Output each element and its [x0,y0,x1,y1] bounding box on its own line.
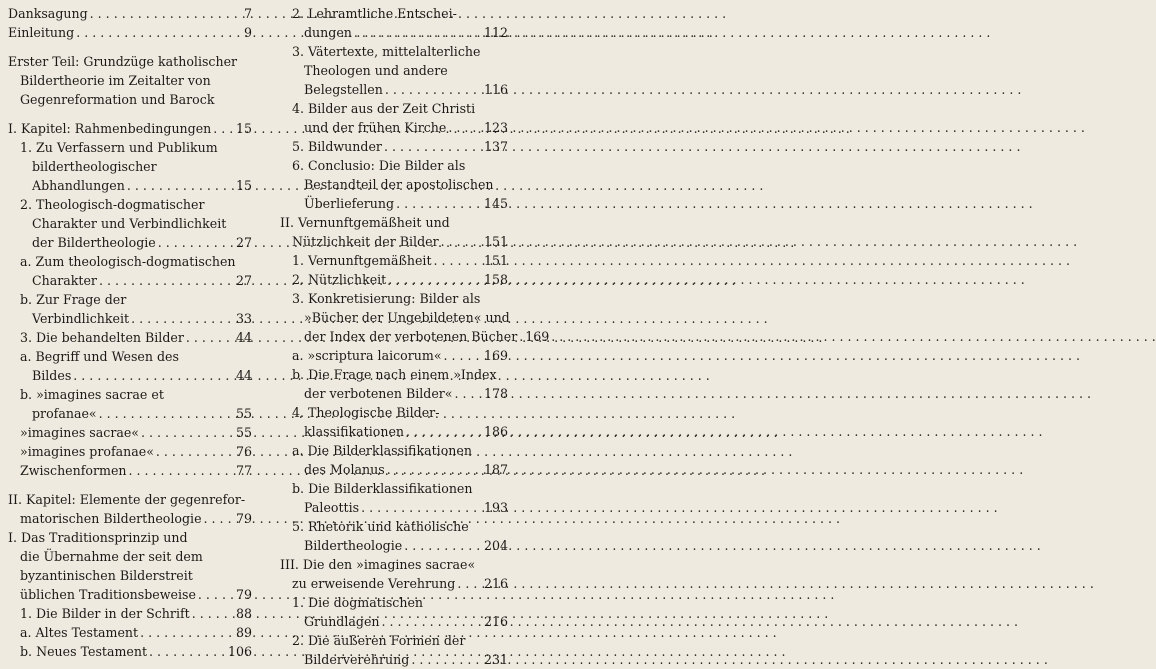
dot-leader [444,346,482,365]
toc-entry-line [280,460,508,479]
dot-leader [99,404,232,423]
section-gap [8,42,252,52]
toc-entry-text: klassifikationen [304,424,405,439]
toc-entry-line [280,384,508,403]
toc-entry-line [280,365,508,384]
toc-entry [280,441,508,479]
toc-page-number: 112 [483,25,508,40]
toc-entry-text: 4. Theologische Bilder- [292,405,440,420]
toc-entry [8,461,252,480]
toc-entry-line [280,213,508,232]
toc-entry-line [8,176,252,195]
toc-entry-text: Erster Teil: Grundzüge katholischer [8,54,238,69]
toc-entry-text: Charakter [32,273,97,288]
toc-entry-text: 5. Bildwunder [292,139,382,154]
toc-entry-line [280,536,508,555]
toc-entry [8,52,252,109]
toc-entry-text: Verbindlichkeit [32,311,130,326]
toc-page-number: 55 [235,425,252,440]
toc-entry-text: profanae« [32,406,97,421]
toc-entry-text: der Bildertheologie [32,235,156,250]
toc-entry-text: Zwischenformen [20,463,127,478]
toc-entry [8,119,252,138]
toc-entry-line [8,509,252,528]
toc-page-number: 79 [235,511,252,526]
toc-page-number: 79 [235,587,252,602]
toc-entry [280,99,508,137]
dot-leader [186,328,232,347]
toc-entry [280,479,508,517]
toc-page-number: 55 [235,406,252,421]
toc-entry-text: und der frühen Kirche [304,120,447,135]
dot-leader [156,442,232,461]
toc-entry-line [8,290,252,309]
toc-entry [8,604,252,623]
toc-entry [280,346,508,365]
toc-entry-text: 1. Die Bilder in der Schrift [20,606,190,621]
toc-entry-text: dungen [304,25,352,40]
toc-entry [280,403,508,441]
toc-entry-text: 6. Conclusio: Die Bilder als [292,158,466,173]
toc-entry-line [8,366,252,385]
toc-entry-line [8,385,252,404]
dot-leader [204,509,232,528]
toc-entry-text: Paleottis [304,500,360,515]
dot-leader [158,233,232,252]
toc-entry-text: Gegenreformation und Barock [20,92,215,107]
toc-entry-line [8,71,252,90]
toc-entry-line [280,650,508,669]
toc-entry-line [280,517,508,536]
toc-entry-line [280,403,508,422]
toc-entry [8,23,252,42]
toc-page-number: 76 [235,444,252,459]
toc-entry-line [280,327,550,346]
toc-entry-line [8,347,252,366]
toc-page-number: 216 [483,576,508,591]
toc-entry-line [8,423,252,442]
toc-entry-line [280,23,508,42]
dot-leader [385,80,482,99]
toc-entry-line [8,309,252,328]
toc-entry-text: b. Die Bilderklassifikationen [292,481,473,496]
toc-page-number: 187 [483,462,508,477]
toc-left-column [8,4,252,661]
toc-entry-text: 2. Lehramtliche Entschei- [292,6,457,21]
toc-entry [8,195,252,252]
toc-page-number: 27 [235,273,252,288]
toc-entry-line [8,90,252,109]
toc-page-number: 231 [483,652,508,667]
toc-entry-text: b. »imagines sacrae et [20,387,164,402]
toc-entry-line [280,99,508,118]
toc-entry-text: »Bücher der Ungebildeten« und [304,310,510,325]
toc-entry [8,328,252,347]
toc-entry [8,385,252,423]
toc-entry-text: b. Zur Frage der [20,292,127,307]
toc-page-number: 178 [483,386,508,401]
toc-entry-line [280,4,508,23]
toc-entry [8,347,252,385]
toc-entry-text: Einleitung [8,25,75,40]
toc-entry-line [8,157,252,176]
toc-entry-text: byzantinischen Bilderstreit [20,568,193,583]
dot-leader [354,23,482,42]
toc-entry [8,528,252,604]
toc-entry-text: des Molanus [304,462,385,477]
toc-entry-line [8,52,252,71]
dot-leader [457,574,482,593]
dot-leader [192,604,232,623]
toc-entry-line [280,479,508,498]
toc-entry [8,138,252,195]
toc-page-number: 88 [235,606,252,621]
dot-leader [441,232,482,251]
toc-entry-line [280,574,508,593]
toc-entry-line [280,232,508,251]
toc-entry-line [8,404,252,423]
toc-entry-text: a. Begriff und Wesen des [20,349,179,364]
toc-entry [280,270,508,289]
dot-leader [406,422,482,441]
toc-entry-text: Bilderverehrung [304,652,410,667]
toc-entry-text: 1. Zu Verfassern und Publikum [20,140,218,155]
dot-leader [131,309,232,328]
toc-entry-text: III. Die den »imagines sacrae« [280,557,476,572]
toc-entry-line [280,137,508,156]
section-gap [8,480,252,490]
dot-leader [382,612,482,631]
toc-entry-line [8,528,252,547]
toc-entry-line [280,156,508,175]
toc-page-number: 169 [525,329,550,344]
toc-entry-text: matorischen Bildertheologie [20,511,202,526]
dot-leader [140,623,232,642]
dot-leader [384,137,482,156]
toc-entry-line [8,4,252,23]
toc-entry-text: a. Altes Testament [20,625,139,640]
toc-entry-text: bildertheologischer [32,159,157,174]
toc-entry-line [280,612,508,631]
dot-leader [76,23,232,42]
toc-entry [8,642,252,661]
toc-entry-text: 3. Die behandelten Bilder [20,330,184,345]
toc-page-number: 137 [483,139,508,154]
toc-entry-text: 1. Die dogmatischen [292,595,424,610]
toc-entry-line [280,441,508,460]
toc-entry-text: »imagines profanae« [20,444,154,459]
toc-entry-line [280,346,508,365]
toc-entry-text: 1. Vernunftgemäßheit [292,253,432,268]
toc-entry-line [8,566,252,585]
toc-entry [280,365,508,403]
dot-leader [127,176,232,195]
toc-page-number: 106 [227,644,252,659]
toc-entry-text: I. Das Traditionsprinzip und [8,530,188,545]
toc-entry [280,517,508,555]
toc-entry [8,252,252,290]
toc-entry-text: üblichen Traditionsbeweise [20,587,196,602]
toc-entry-text: Bildertheologie [304,538,403,553]
toc-entry-line [8,604,252,623]
toc-entry-text: Grundlagen [304,614,380,629]
toc-page-number: 158 [483,272,508,287]
toc-entry-line [8,642,252,661]
toc-page-number: 116 [483,82,508,97]
toc-page-number: 9 [243,25,252,40]
toc-entry [8,623,252,642]
toc-entry-line [280,61,508,80]
toc-entry-text: II. Vernunftgemäßheit und [280,215,450,230]
toc-entry-line [280,289,508,308]
toc-entry-line [8,119,252,138]
dot-leader [434,251,482,270]
book-page [0,0,550,667]
toc-entry-line [280,194,508,213]
toc-entry-text: b. Die Frage nach einem »Index [292,367,497,382]
toc-entry [8,490,252,528]
toc-entry-text: Belegstellen [304,82,383,97]
toc-page-number: 145 [483,196,508,211]
toc-entry-text: Abhandlungen [32,178,125,193]
toc-entry-text: der verbotenen Bilder« [304,386,453,401]
dot-leader [213,119,232,138]
dot-leader [198,585,232,604]
dot-leader [396,194,482,213]
toc-entry [280,631,508,669]
toc-page-number: 15 [235,121,252,136]
toc-page-number: 33 [235,311,252,326]
toc-page-number: 193 [483,500,508,515]
toc-entry-line [280,555,508,574]
toc-entry-text: 3. Vätertexte, mittelalterliche [292,44,481,59]
toc-page-number: 123 [483,120,508,135]
toc-entry [280,213,508,251]
toc-entry-line [280,80,508,99]
toc-entry [280,137,508,156]
toc-entry-line [8,271,252,290]
toc-entry-text: Bildertheorie im Zeitalter von [20,73,211,88]
dot-leader [149,642,226,661]
dot-leader [388,270,482,289]
toc-entry [280,156,508,213]
toc-entry [280,251,508,270]
toc-entry [8,4,252,23]
toc-entry-line [280,422,508,441]
dot-leader [141,423,232,442]
dot-leader [99,271,232,290]
dot-leader [129,461,232,480]
toc-entry-line [8,328,252,347]
toc-entry-text: 2. Nützlichkeit [292,272,387,287]
toc-entry-text: Bildes [32,368,72,383]
toc-entry-line [8,195,252,214]
dot-leader [361,498,482,517]
toc-entry-text: I. Kapitel: Rahmenbedingungen [8,121,212,136]
toc-entry [280,4,508,42]
toc-entry-text: Nützlichkeit der Bilder [292,234,439,249]
toc-entry-text: Bestandteil der apostolischen [304,177,494,192]
toc-entry-text: 2. Die äußeren Formen der [292,633,466,648]
toc-entry-line [8,252,252,271]
toc-entry-text: 2. Theologisch-dogmatischer [20,197,205,212]
toc-entry-text: zu erweisende Verehrung [292,576,456,591]
toc-entry-line [8,461,252,480]
toc-entry-line [280,593,508,612]
toc-entry-line [8,138,252,157]
toc-entry-line [8,490,252,509]
toc-entry-text: Charakter und Verbindlichkeit [32,216,227,231]
toc-page-number: 15 [235,178,252,193]
toc-entry-text: a. »scriptura laicorum« [292,348,442,363]
toc-entry-line [8,547,252,566]
toc-entry [8,423,252,442]
toc-entry-text: der Index der verbotenen Bücher [304,329,518,344]
toc-page-number: 27 [235,235,252,250]
toc-page-number: 151 [483,234,508,249]
section-gap [8,109,252,119]
toc-entry [280,593,508,631]
dot-leader [73,366,232,385]
dot-leader [448,118,482,137]
toc-page-number: 77 [235,463,252,478]
toc-entry-text: 3. Konkretisierung: Bilder als [292,291,481,306]
toc-page-number: 44 [235,330,252,345]
toc-page-number: 151 [483,253,508,268]
toc-entry-line [280,498,508,517]
dot-leader [455,384,482,403]
toc-entry-text: Theologen und andere [304,63,448,78]
toc-entry-line [8,233,252,252]
toc-page-number: 89 [235,625,252,640]
toc-page-number: 204 [483,538,508,553]
dot-leader [90,4,232,23]
toc-entry-line [280,175,508,194]
dot-leader [411,650,482,669]
toc-entry-line [8,623,252,642]
toc-entry-text: »imagines sacrae« [20,425,140,440]
toc-entry [280,555,508,593]
toc-page-number: 186 [483,424,508,439]
toc-entry-text: 5. Rhetorik und katholische [292,519,469,534]
dot-leader [404,536,482,555]
toc-page-number: 44 [235,368,252,383]
toc-entry-line [8,23,252,42]
toc-entry-text: die Übernahme der seit dem [20,549,203,564]
toc-right-column [280,4,550,669]
toc-entry [8,442,252,461]
toc-entry [8,290,252,328]
toc-entry-text: 4. Bilder aus der Zeit Christi [292,101,476,116]
toc-entry-line [280,118,508,137]
toc-entry-line [280,251,508,270]
toc-entry-text: a. Zum theologisch-dogmatischen [20,254,236,269]
dot-leader [519,327,523,346]
toc-entry-line [8,585,252,604]
toc-entry-line [8,442,252,461]
toc-entry-text: a. Die Bilderklassifikationen [292,443,472,458]
dot-leader [387,460,482,479]
toc-entry-text: b. Neues Testament [20,644,148,659]
toc-entry-line [280,308,508,327]
toc-entry [280,42,508,99]
toc-entry-text: Danksagung [8,6,88,21]
toc-entry-line [8,214,252,233]
toc-entry-text: Überlieferung [304,196,395,211]
toc-entry-line [280,42,508,61]
toc-page-number: 169 [483,348,508,363]
toc-page-number: 7 [243,6,252,21]
toc-entry-line [280,270,508,289]
toc-entry-line [280,631,508,650]
toc-entry-text: II. Kapitel: Elemente der gegenrefor- [8,492,246,507]
toc-entry [280,289,550,346]
toc-page-number: 216 [483,614,508,629]
